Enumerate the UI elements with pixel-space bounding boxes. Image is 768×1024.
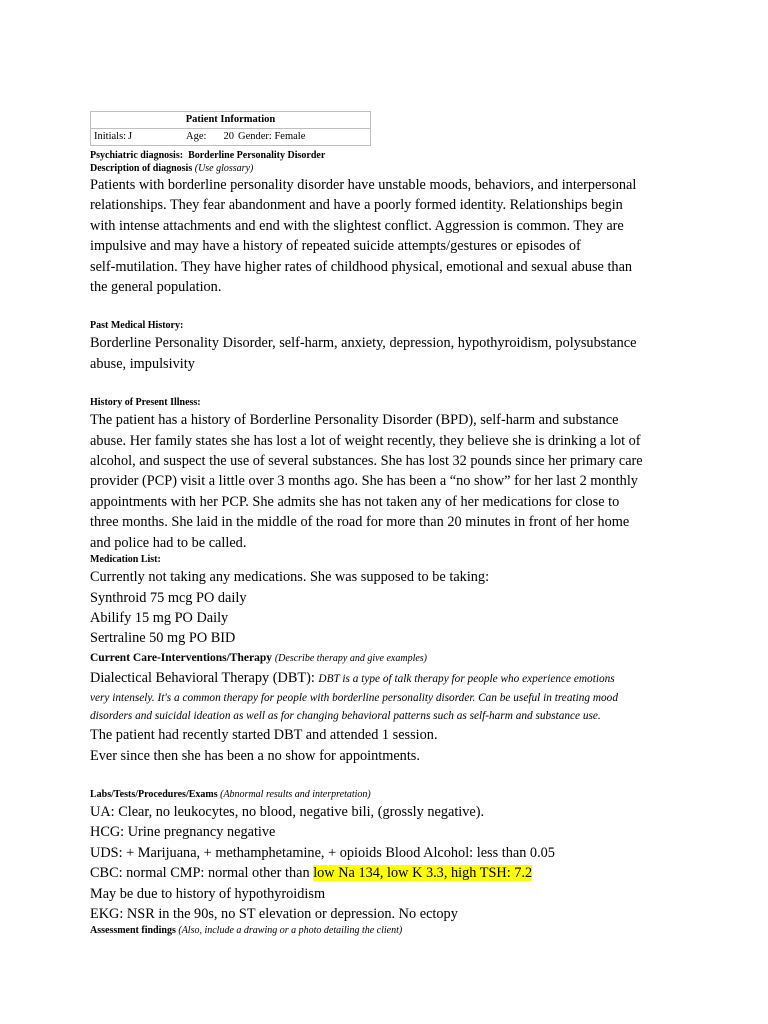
text-line: self-mutilation. They have higher rates of childhood physical, emotional and sexual abuse than — [90, 258, 633, 275]
initials-value: J — [128, 131, 133, 142]
description-label: Description of diagnosis — [90, 163, 193, 174]
dbt-label: Dialectical Behavioral Therapy (DBT): — [90, 669, 315, 686]
text-line: impulsive and may have a history of repeated suicide attempts/gestures or episodes of — [90, 238, 581, 255]
cbc-highlight: low Na 134, low K 3.3, high TSH: 7.2 — [313, 865, 533, 882]
medication-list-heading: Medication List: — [90, 554, 161, 566]
labs — [90, 802, 690, 924]
text-line: The patient has a history of Borderline Personality Disorder (BPD), self-harm and substance — [90, 412, 619, 429]
initials-label: Initials: — [94, 131, 127, 142]
lab-result: UA: Clear, no leukocytes, no blood, negative bili, (grossly negative). — [90, 803, 485, 820]
psychiatric-diagnosis — [90, 149, 690, 162]
patient-info-cell — [91, 129, 371, 146]
current-care-note: (Describe therapy and give examples) — [274, 652, 428, 664]
dbt-description: very intensely. It's a common therapy for people with borderline personality disorder. Can be useful in treating mood — [90, 692, 618, 705]
medication-item: Synthroid 75 mcg PO daily — [90, 589, 247, 606]
text-line: relationships. They fear abandonment and have a poorly formed identity. Relationships begin — [90, 197, 623, 214]
lab-result: UDS: + Marijuana, + methamphetamine, + opioids Blood Alcohol: less than 0.05 — [90, 844, 555, 861]
assessment-note: (Also, include a drawing or a photo detailing the client) — [178, 925, 403, 937]
description-note: (Use glossary) — [194, 163, 254, 174]
lab-result — [90, 863, 690, 883]
text-line: Patients with borderline personality disorder have unstable moods, behaviors, and interpersonal — [90, 177, 637, 193]
text-line: Currently not taking any medications. She was supposed to be taking: — [90, 569, 490, 586]
history-present-illness-heading: History of Present Illness: — [90, 397, 201, 409]
patient-info-title: Patient Information — [91, 112, 371, 129]
assessment-heading — [90, 924, 690, 938]
text-line: and police had to be called. — [90, 534, 247, 551]
medication-list — [90, 567, 690, 649]
current-care-label: Current Care-Interventions/Therapy — [90, 651, 272, 664]
diagnosis-description — [90, 175, 690, 297]
medication-item: Sertraline 50 mg PO BID — [90, 630, 236, 647]
text-line: Borderline Personality Disorder, self-harm, anxiety, depression, hypothyroidism, polysubstance — [90, 335, 637, 352]
diagnosis-label: Psychiatric diagnosis: — [90, 150, 184, 161]
text-line: abuse, impulsivity — [90, 355, 195, 372]
cbc-text: CBC: normal CMP: normal other than — [90, 865, 314, 882]
document-page — [90, 111, 690, 938]
lab-result: HCG: Urine pregnancy negative — [90, 824, 276, 841]
gender-value: Female — [274, 131, 306, 142]
text-line: three months. She laid in the middle of the road for more than 20 minutes in front of her home — [90, 514, 630, 531]
labs-note: (Abnormal results and interpretation) — [220, 788, 371, 800]
text-line: with intense attachments and end with the slightest conflict. Aggression is common. They are — [90, 217, 624, 234]
dbt-description: disorders and suicidal ideation as well as for changing behavioral patterns such as self-harm and substance use. — [90, 710, 601, 723]
current-care-heading — [90, 649, 690, 668]
text-line: appointments with her PCP. She admits she has not taken any of her medications for close to — [90, 493, 620, 510]
age-label: Age: — [186, 131, 207, 142]
labs-heading — [90, 788, 690, 802]
lab-result: May be due to history of hypothyroidism — [90, 885, 326, 902]
assessment-label: Assessment findings — [90, 925, 176, 937]
diagnosis-value: Borderline Personality Disorder — [188, 150, 326, 161]
history-present-illness — [90, 410, 690, 553]
text-line: Ever since then she has been a no show for appointments. — [90, 747, 420, 764]
lab-result: EKG: NSR in the 90s, no ST elevation or depression. No ectopy — [90, 905, 458, 922]
labs-label: Labs/Tests/Procedures/Exams — [90, 788, 218, 800]
gender-label: Gender: — [238, 131, 272, 142]
medication-item: Abilify 15 mg PO Daily — [90, 609, 229, 626]
past-medical-history-heading: Past Medical History: — [90, 320, 184, 332]
text-line: the general population. — [90, 279, 222, 296]
patient-info-header-row — [91, 112, 371, 129]
text-line: abuse. Her family states she has lost a lot of weight recently, they believe she is drinking a lot of — [90, 432, 641, 449]
text-line: alcohol, and suspect the use of several substances. She has lost 32 pounds since her primary care — [90, 453, 643, 470]
past-medical-history — [90, 333, 690, 374]
current-care — [90, 668, 690, 766]
description-heading — [90, 162, 690, 175]
patient-info-table — [90, 111, 371, 146]
patient-info-row — [91, 129, 371, 146]
text-line — [90, 668, 690, 689]
age-value: 20 — [223, 131, 234, 142]
dbt-description: DBT is a type of talk therapy for people who experience emotions — [318, 672, 615, 685]
text-line: provider (PCP) visit a little over 3 months ago. She has been a “no show” for her last 2 monthly — [90, 473, 638, 490]
text-line: The patient had recently started DBT and attended 1 session. — [90, 727, 438, 744]
